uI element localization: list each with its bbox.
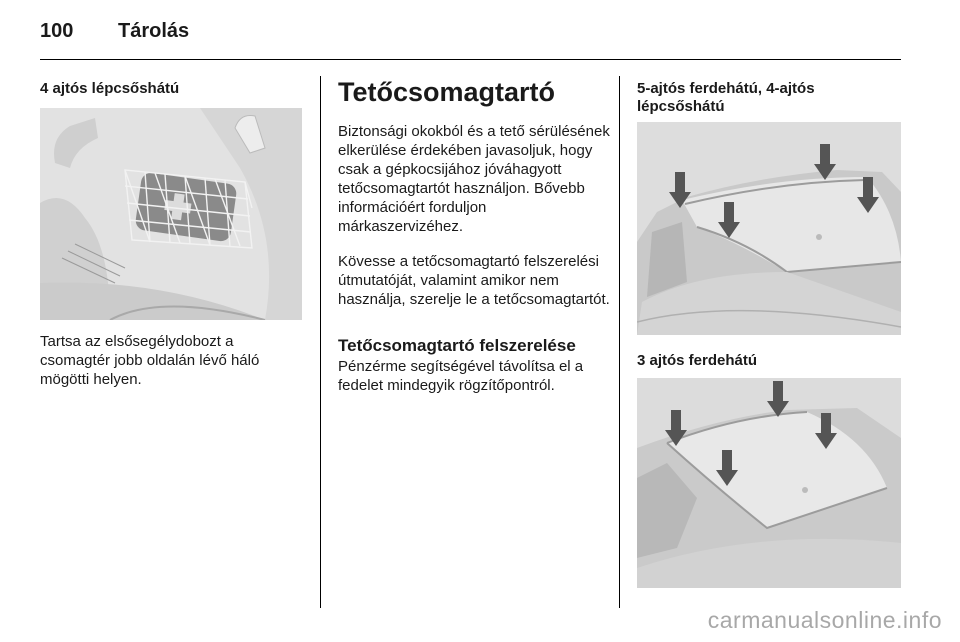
roof-mounting-points-icon: [637, 122, 901, 335]
roof-rack-paragraph-1: Biztonsági okokból és a tető sérülésének elkerülése érdekében javasoljuk, hogy csak a gépkocsijához jóváhagyott tetőcsomagtartót használjon. Bővebb információért forduljon márkaszervizéhez.: [338, 123, 610, 235]
section-title: Tárolás: [118, 20, 190, 42]
roof-rack-paragraph-2: Kövesse a tetőcsomagtartó felszerelési útmutatóját, valamint amikor nem használja, szerelje le a tetőcsomagtartót.: [338, 253, 610, 308]
trunk-first-aid-illustration: [40, 108, 302, 320]
column-divider: [320, 76, 321, 608]
column-divider: [619, 76, 620, 608]
roof-rack-title: Tetőcsomagtartó: [338, 77, 556, 107]
roof-rack-install-subheading: Tetőcsomagtartó felszerelése: [338, 336, 576, 355]
roof-3door-illustration: [637, 378, 901, 588]
roof-5door-illustration: [637, 122, 901, 335]
roof-rack-install-paragraph: Pénzérme segítségével távolítsa el a fedelet mindegyik rögzítőpontról.: [338, 358, 584, 394]
trunk-paragraph: Tartsa az elsősegélydobozt a csomagtér jobb oldalán lévő háló mögötti helyen.: [40, 333, 260, 388]
page-number: 100: [40, 20, 74, 42]
first-aid-kit-icon: [40, 108, 302, 320]
watermark: carmanualsonline.info: [707, 607, 942, 633]
roof-mounting-points-icon: [637, 378, 901, 588]
hatchback-5door-heading: 5-ajtós ferdehátú, 4-ajtós lépcsőshátú: [637, 80, 815, 115]
header-rule: [40, 59, 901, 60]
trunk-heading: 4 ajtós lépcsőshátú: [40, 80, 180, 97]
hatchback-3door-heading: 3 ajtós ferdehátú: [637, 352, 758, 369]
